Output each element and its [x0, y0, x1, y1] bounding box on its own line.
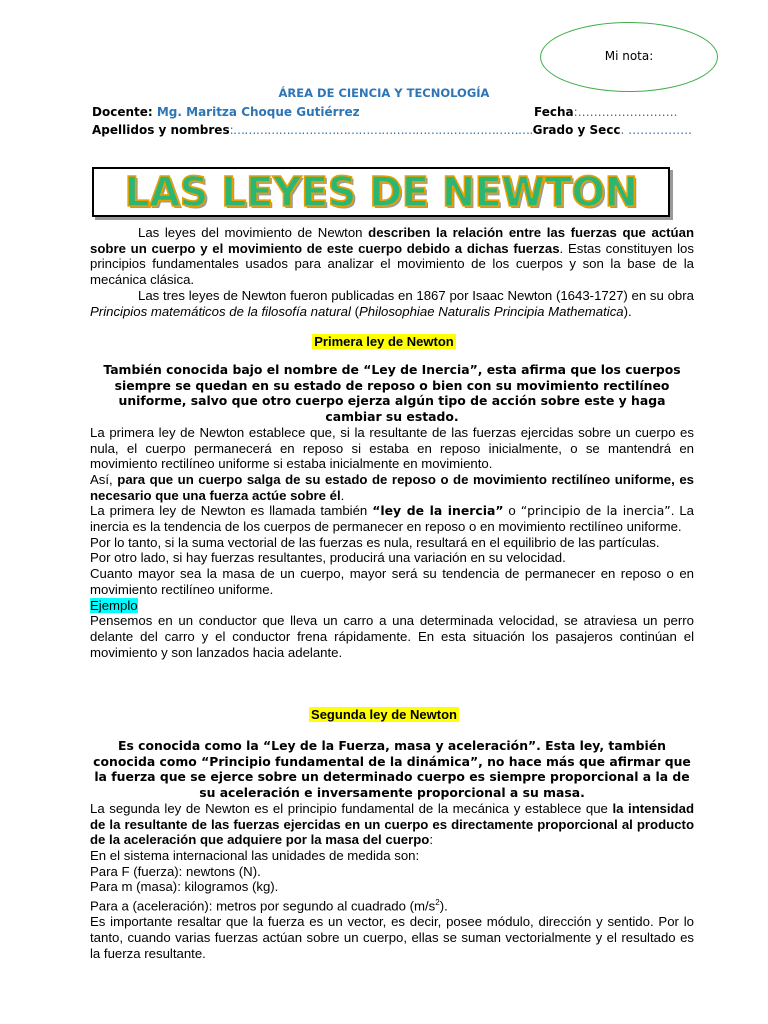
second-law-section — [90, 738, 694, 961]
main-title-box — [92, 167, 670, 217]
example-label: Ejemplo — [90, 597, 138, 613]
teacher-name: Mg. Maritza Choque Gutiérrez — [156, 105, 360, 119]
date-dots: :……………………. — [573, 105, 678, 119]
intro-section — [90, 225, 694, 319]
date-label: Fecha — [534, 105, 574, 119]
date-field — [534, 105, 677, 119]
first-law-example: Pensemos en un conductor que lleva un carro a una determinada velocidad, se atraviesa un perro delante del carro y el conductor frena rápidamente. En esta situación los pasajeros continúan el movimiento y son lanzados hacia adelante. — [90, 613, 694, 660]
area-heading: ÁREA DE CIENCIA Y TECNOLOGÍA — [278, 86, 490, 100]
teacher-line: Docente: Mg. Maritza Choque Gutiérrez — [92, 105, 360, 119]
student-name-field — [92, 123, 692, 137]
second-law-heading: Segunda ley de Newton — [311, 707, 457, 722]
first-law-paragraph-1: La primera ley de Newton establece que, si la resultante de las fuerzas ejercidas sobre un cuerpo es nula, el cuerpo permanecerá en reposo si estaba en reposo inicialmente, o se mantendrá en movimiento rectilíneo uniforme si estaba inicialmente en movimiento. — [90, 424, 694, 472]
first-law-paragraph-2: Así, para que un cuerpo salga de su estado de reposo o de movimiento rectilíneo uniforme, es necesario que una fuerza actúe sobre él. — [90, 471, 694, 503]
unit-mass: Para m (masa): kilogramos (kg). — [90, 879, 279, 895]
first-law-heading-row — [0, 334, 768, 349]
first-law-paragraph-6: Cuanto mayor sea la masa de un cuerpo, mayor será su tendencia de permanecer en reposo o en movimiento rectilíneo uniforme. — [90, 566, 694, 597]
teacher-label: Docente — [92, 105, 148, 119]
student-name-label: Apellidos y nombres — [92, 123, 230, 137]
student-name-dots: :……………………………………………………………………. — [229, 123, 533, 137]
first-law-definition: También conocida bajo el nombre de “Ley de Inercia”, esta afirma que los cuerpos siempre se quedan en su estado de reposo o bien con su movimiento rectilíneo uniforme, salvo que otro cuerpo ejerza algún tipo de acción sobre este y haga cambiar su estado. — [103, 362, 681, 425]
second-law-definition: Es conocida como la “Ley de la Fuerza, masa y aceleración”. Esta ley, también conocida como “Principio fundamental de la dinámica”, no hace más que afirmar que la fuerza que se ejerce sobre un determinado cuerpo es siempre proporcional a la de su aceleración e inversamente proporcional a su masa. — [93, 738, 691, 801]
example-label-row — [90, 598, 694, 614]
first-law-heading: Primera ley de Newton — [314, 334, 454, 349]
grade-label: Mi nota: — [604, 49, 654, 63]
units-intro: En el sistema internacional las unidades de medida son: — [90, 847, 420, 863]
second-law-heading-row — [0, 707, 768, 722]
intro-paragraph-1: Las leyes del movimiento de Newton describen la relación entre las fuerzas que actúan sobre un cuerpo y el movimiento de este cuerpo debido a dichas fuerzas. Estas constituyen los principios fundamentales usados para analizar el movimiento de los cuerpos y son la base de la mecánica clásica. — [90, 225, 695, 288]
first-law-paragraph-3: La primera ley de Newton es llamada también “ley de la inercia” o “principio de la inercia”. La inercia es la tendencia de los cuerpos de permanecer en reposo o en movimiento rectilíneo uniforme. — [90, 503, 695, 535]
intro-paragraph-2: Las tres leyes de Newton fueron publicadas en 1867 por Isaac Newton (1643-1727) en su obra Principios matemáticos de la filosofía natural (Philosophiae Naturalis Principia Mathematica). — [90, 287, 694, 319]
second-law-paragraph-1: La segunda ley de Newton es el principio fundamental de la mecánica y establece que la intensidad de la resultante de las fuerzas ejercidas en un cuerpo es directamente proporcional al producto de la aceleración que adquiere por la masa del cuerpo: — [90, 800, 695, 848]
grade-oval — [540, 22, 718, 92]
unit-force: Para F (fuerza): newtons (N). — [90, 863, 261, 879]
grade-section-dots: . ……………. — [620, 123, 692, 137]
second-law-paragraph-2: Es importante resaltar que la fuerza es un vector, es decir, posee módulo, dirección y sentido. Por lo tanto, cuando varias fuerzas actúan sobre un cuerpo, ellas se suman vectorialmente y el resultado es la fuerza resultante. — [90, 914, 694, 961]
first-law-section — [90, 362, 694, 660]
main-title: LAS LEYES DE NEWTON — [124, 168, 638, 216]
first-law-paragraph-5: Por otro lado, si hay fuerzas resultantes, producirá una variación en su velocidad. — [90, 550, 566, 566]
unit-acceleration: Para a (aceleración): metros por segundo al cuadrado $(m/s^2)$. — [90, 898, 448, 914]
first-law-paragraph-4: Por lo tanto, si la suma vectorial de las fuerzas es nula, resultará en el equilibrio de las partículas. — [90, 534, 660, 550]
grade-section-label: Grado y Secc — [532, 123, 621, 137]
